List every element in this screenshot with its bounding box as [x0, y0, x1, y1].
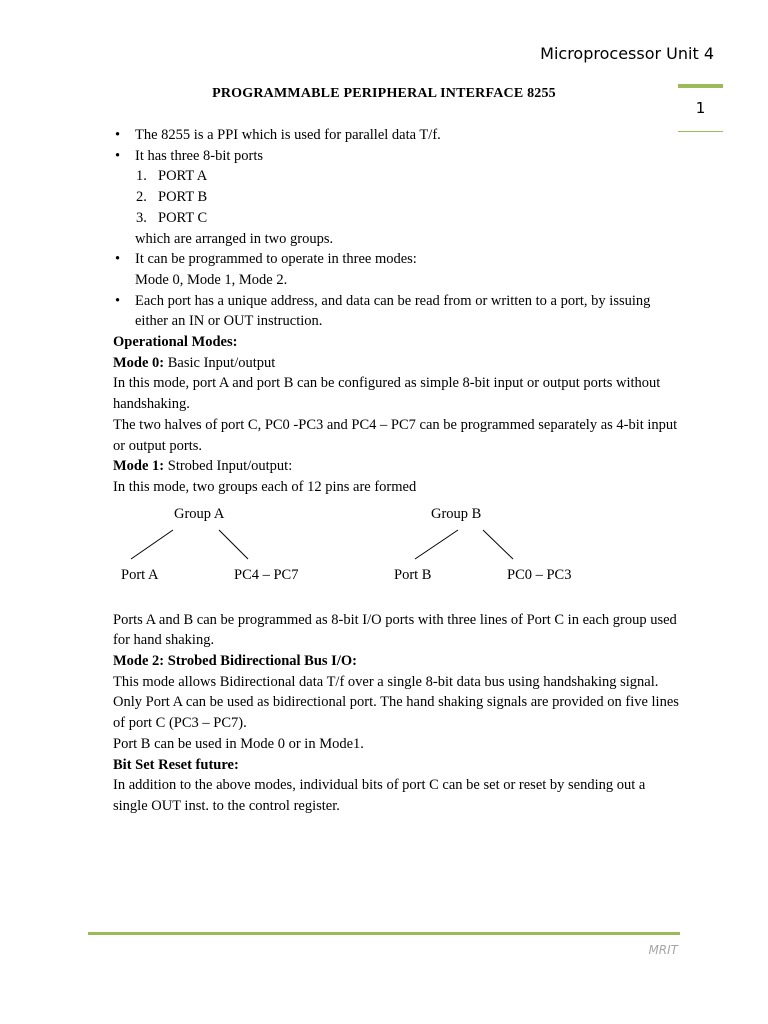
port-b-label: Port B: [394, 566, 432, 583]
header-title: Microprocessor Unit 4: [540, 44, 714, 63]
pc0-pc3-label: PC0 – PC3: [507, 566, 572, 583]
port-a-label: Port A: [121, 566, 159, 583]
numbered-item: [113, 187, 683, 208]
item-number: 2.: [136, 189, 147, 206]
group-b-label: Group B: [431, 505, 482, 522]
item-label: PORT C: [158, 209, 208, 226]
bullet-item: • Each port has a unique address, and data can be read from or written to a port, by issuing either an IN or OUT instruction.: [113, 291, 683, 332]
mode1-desc: Strobed Input/output:: [167, 458, 293, 475]
bullet-item: • It can be programmed to operate in three modes:: [113, 249, 683, 270]
group-a-label: Group A: [174, 505, 225, 522]
footer-divider: [88, 932, 680, 935]
document-title: PROGRAMMABLE PERIPHERAL INTERFACE 8255: [212, 86, 556, 101]
numbered-item: [113, 166, 683, 187]
item-number: 3.: [136, 209, 147, 226]
mode0-line: [113, 353, 683, 374]
item-number: 1.: [136, 168, 147, 185]
modes-list: Mode 0, Mode 1, Mode 2.: [135, 271, 288, 288]
bsr-paragraph: In addition to the above modes, individual bits of port C can be set or reset by sending out a single OUT inst. to the control register.: [113, 777, 646, 814]
mode0-paragraph: In this mode, port A and port B can be configured as simple 8-bit input or output ports without handshaking.: [113, 375, 661, 413]
page-number: 1: [695, 99, 706, 117]
item-label: PORT B: [158, 189, 208, 206]
mode0-desc: Basic Input/output: [167, 354, 276, 371]
mode2-paragraph: Only Port A can be used as bidirectional port. The hand shaking signals are provided on five lines of port C (PC3 – PC7).: [113, 694, 679, 732]
operational-modes-heading: Operational Modes:: [113, 334, 238, 351]
connector-line: [415, 530, 458, 559]
bullet-item: • The 8255 is a PPI which is used for parallel data T/f.: [113, 125, 683, 146]
mode1-paragraph: In this mode, two groups each of 12 pins are formed: [113, 478, 417, 495]
pc4-pc7-label: PC4 – PC7: [234, 566, 299, 583]
mode1-after-paragraph: Ports A and B can be programmed as 8-bit I/O ports with three lines of Port C in each group used for hand shaking.: [113, 611, 677, 649]
footer-text: MRIT: [648, 943, 678, 957]
connector-line: [483, 530, 513, 559]
bsr-heading: Bit Set Reset future:: [113, 756, 239, 773]
group-diagram: [113, 504, 683, 608]
bullet-item: • It has three 8-bit ports: [113, 146, 683, 167]
arranged-text: which are arranged in two groups.: [135, 230, 334, 247]
mode1-label: Mode 1:: [113, 458, 165, 475]
mode0-paragraph: The two halves of port C, PC0 -PC3 and PC4 – PC7 can be programmed separately as 4-bit input or output ports.: [113, 416, 678, 454]
document-body: [113, 125, 683, 817]
connector-line: [219, 530, 248, 559]
mode2-paragraph: Port B can be used in Mode 0 or in Mode1.: [113, 735, 364, 752]
mode2-heading: Mode 2: Strobed Bidirectional Bus I/O:: [113, 653, 357, 670]
numbered-item: [113, 208, 683, 229]
connector-line: [131, 530, 173, 559]
mode2-paragraph: This mode allows Bidirectional data T/f over a single 8-bit data bus using handshaking signal.: [113, 673, 659, 690]
item-label: PORT A: [158, 168, 208, 185]
mode0-label: Mode 0:: [113, 354, 165, 371]
mode1-line: [113, 456, 683, 477]
page-number-bottom-line: [678, 131, 723, 132]
